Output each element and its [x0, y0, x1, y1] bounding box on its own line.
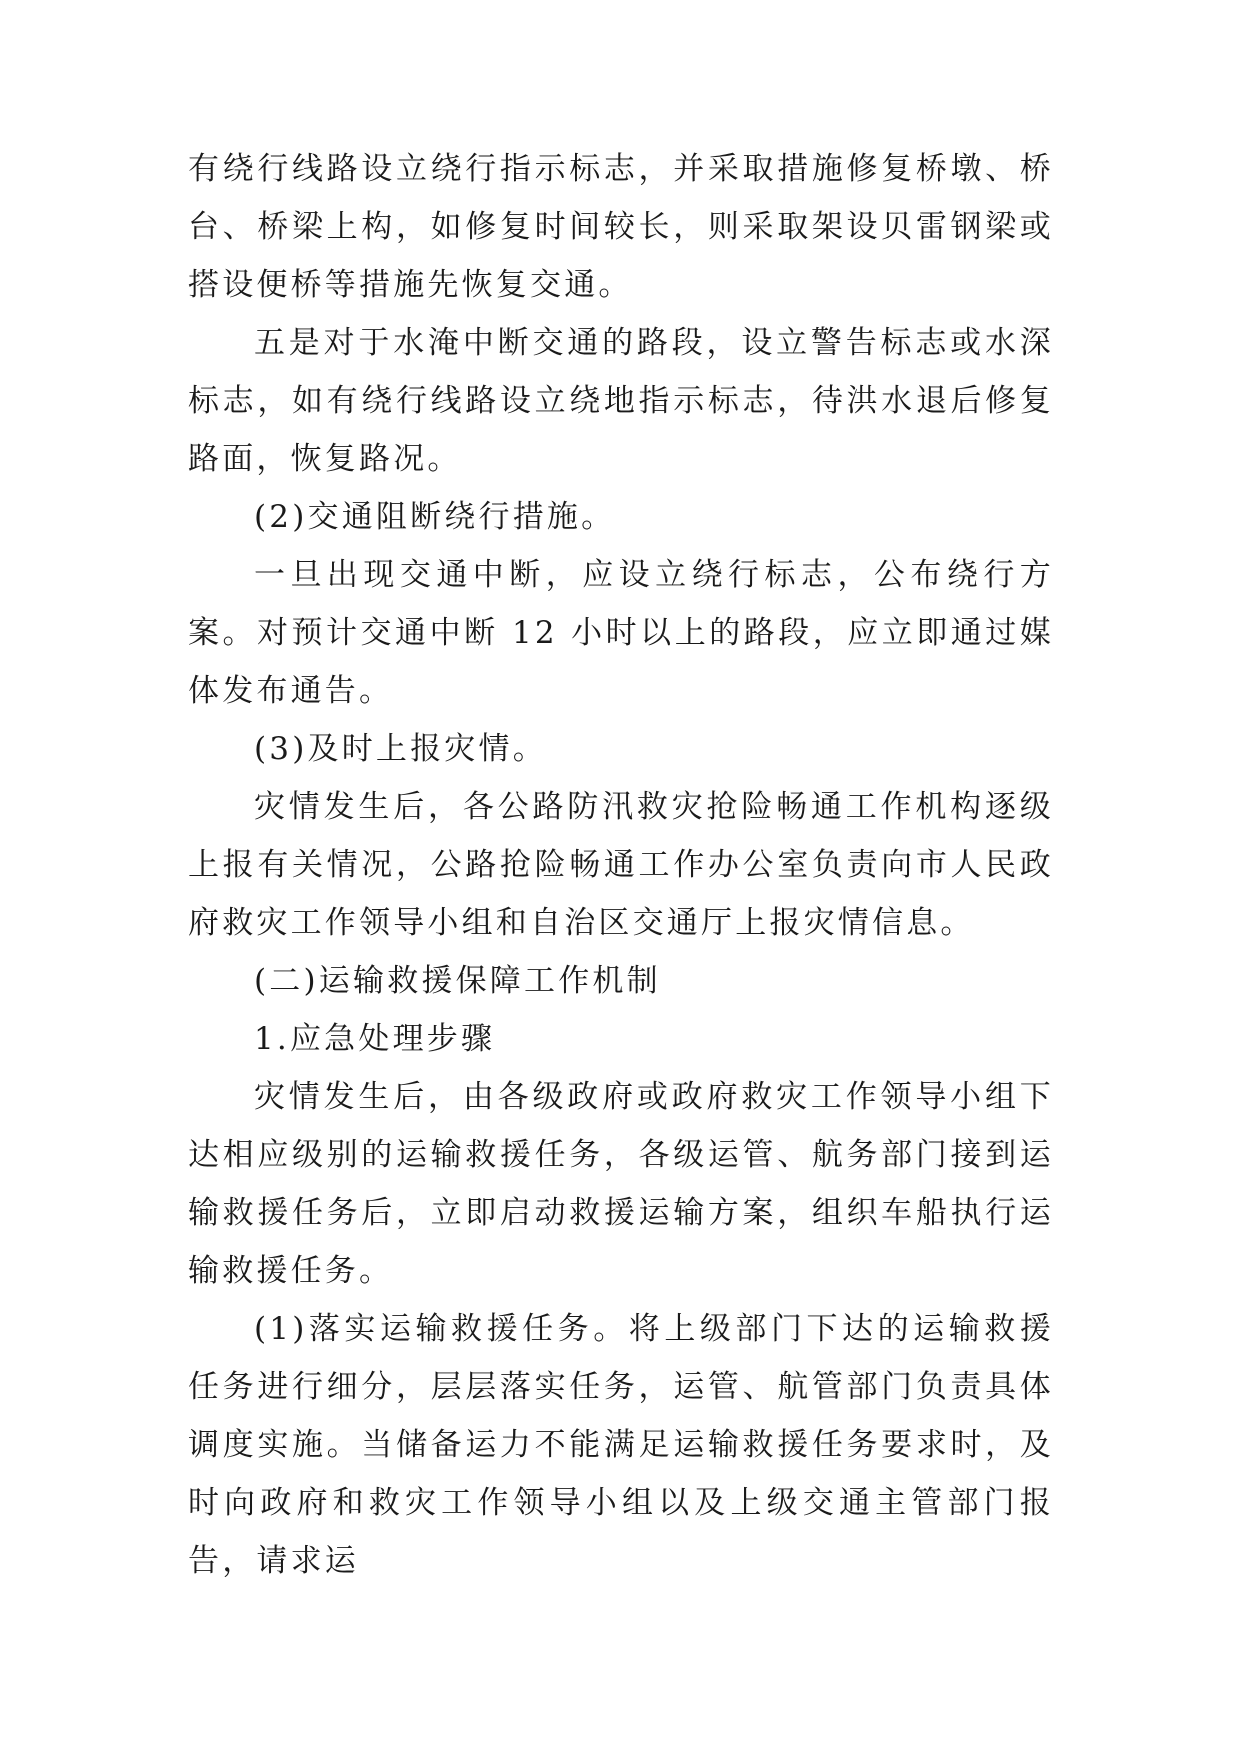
paragraph-report: 灾情发生后，各公路防汛救灾抢险畅通工作机构逐级上报有关情况，公路抢险畅通工作办公室负责向市人民政府救灾工作领导小组和自治区交通厅上报灾情信息。 — [188, 789, 1054, 941]
paragraph-flood-road: 五是对于水淹中断交通的路段，设立警告标志或水深标志，如有绕行线路设立绕地指示标志，待洪水退后修复路面，恢复路况。 — [188, 325, 1054, 477]
paragraph-implement-tasks: (1)落实运输救援任务。将上级部门下达的运输救援任务进行细分，层层落实任务，运管、航管部门负责具体调度实施。当储备运力不能满足运输救援任务要求时，及时向政府和救灾工作领导小组以及上级交通主管部门报告，请求运 — [188, 1311, 1054, 1579]
paragraph-detour: 一旦出现交通中断，应设立绕行标志，公布绕行方案。对预计交通中断 12 小时以上的路段，应立即通过媒体发布通告。 — [188, 557, 1054, 709]
heading-detour-measures: (2)交通阻断绕行措施。 — [254, 499, 616, 535]
heading-report-disaster: (3)及时上报灾情。 — [254, 731, 547, 767]
heading-transport-rescue: (二)运输救援保障工作机制 — [254, 963, 661, 999]
document-body — [188, 140, 1054, 1590]
heading-emergency-steps: 1.应急处理步骤 — [254, 1021, 496, 1057]
paragraph-continuation: 有绕行线路设立绕行指示标志，并采取措施修复桥墩、桥台、桥梁上构，如修复时间较长，则采取架设贝雷钢梁或搭设便桥等措施先恢复交通。 — [188, 151, 1054, 303]
paragraph-emergency: 灾情发生后，由各级政府或政府救灾工作领导小组下达相应级别的运输救援任务，各级运管、航务部门接到运输救援任务后，立即启动救援运输方案，组织车船执行运输救援任务。 — [188, 1079, 1054, 1289]
